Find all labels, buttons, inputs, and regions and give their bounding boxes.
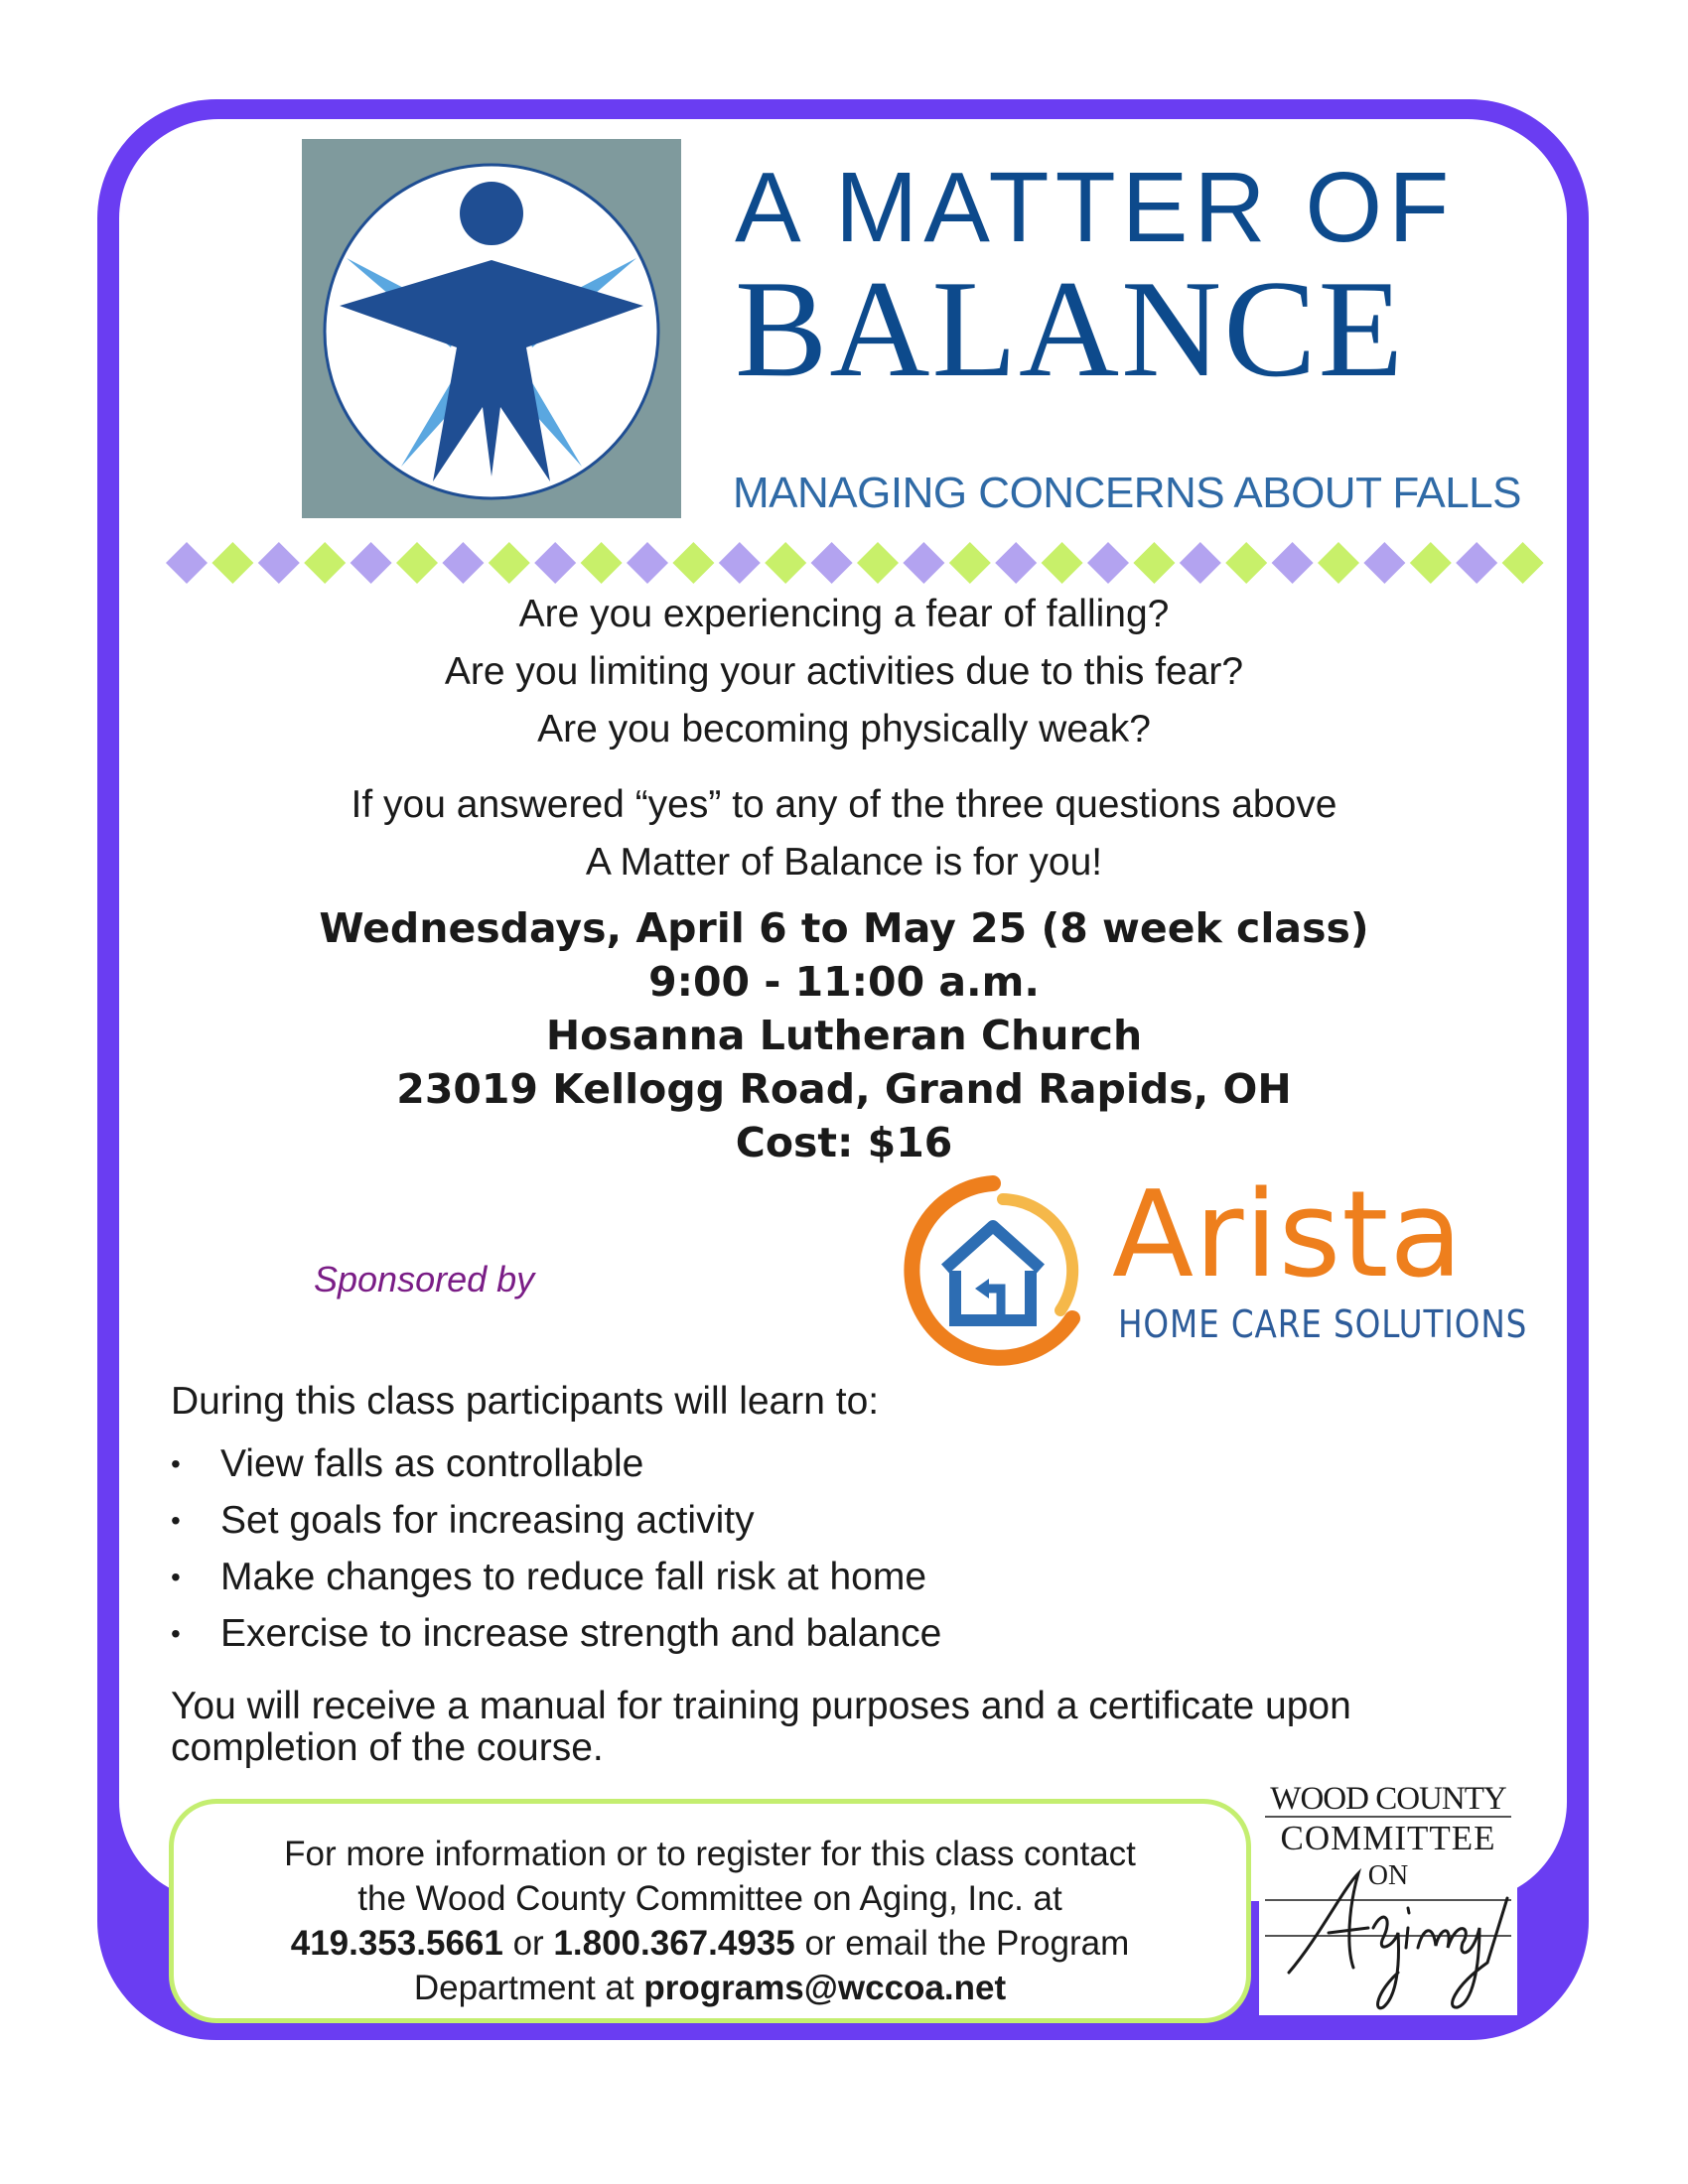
bullet: • <box>171 1448 181 1479</box>
list-item <box>171 1549 941 1605</box>
contact-line-4-head: Department at <box>413 1969 644 2007</box>
bullet: • <box>171 1618 181 1649</box>
answer-line-2: A Matter of Balance is for you! <box>585 841 1103 884</box>
diamond-ornament <box>949 542 991 584</box>
bullet: • <box>171 1562 181 1592</box>
answer-block <box>119 776 1569 891</box>
diamond-ornament <box>903 542 944 584</box>
diamond-ornament <box>211 542 253 584</box>
diamond-ornament <box>351 542 392 584</box>
diamond-ornament <box>857 542 899 584</box>
diamond-ornament <box>442 542 484 584</box>
questions-block <box>119 586 1569 758</box>
diamond-ornament <box>1133 542 1175 584</box>
wccoa-logo-line-3: ON <box>1367 1860 1409 1891</box>
learn-list <box>171 1435 941 1662</box>
aging-script-signature-icon <box>1259 1769 1517 2015</box>
class-time: 9:00 - 11:00 a.m. <box>648 958 1040 1006</box>
diamond-ornament <box>1180 542 1221 584</box>
title-line-1: A MATTER OF <box>735 152 1456 263</box>
question-1: Are you experiencing a fear of falling? <box>518 593 1170 635</box>
diamond-ornament <box>534 542 576 584</box>
list-item-text: Set goals for increasing activity <box>220 1499 755 1542</box>
diamond-ornament <box>1272 542 1314 584</box>
diamond-ornament <box>627 542 668 584</box>
class-schedule: Wednesdays, April 6 to May 25 (8 week class) <box>319 904 1369 952</box>
diamond-ornament <box>489 542 530 584</box>
contact-line-3-tail: or email the Program <box>794 1924 1130 1963</box>
learn-intro: During this class participants will learn to: <box>171 1380 880 1423</box>
sponsored-by-label: Sponsored by <box>314 1259 535 1299</box>
phone-number-local[interactable]: 419.353.5661 <box>290 1924 503 1963</box>
diamond-ornament <box>581 542 623 584</box>
diamond-ornament <box>1410 542 1452 584</box>
class-address: 23019 Kellogg Road, Grand Rapids, OH <box>396 1065 1292 1113</box>
diamond-ornament <box>1456 542 1497 584</box>
vitruvian-figure-icon <box>302 139 681 518</box>
list-item-text: Exercise to increase strength and balance <box>220 1612 942 1655</box>
diamond-ornament <box>765 542 806 584</box>
balance-figure-logo <box>302 139 681 518</box>
diamond-ornament <box>1502 542 1544 584</box>
arista-logo-tagline: HOME CARE SOLUTIONS <box>1118 1302 1528 1346</box>
wccoa-logo-line-1: WOOD COUNTY <box>1270 1781 1506 1817</box>
list-item <box>171 1435 941 1492</box>
contact-box <box>169 1799 1251 2023</box>
arista-house-icon <box>884 1171 1102 1370</box>
list-item-text: View falls as controllable <box>220 1442 644 1485</box>
wccoa-logo <box>1259 1769 1517 2015</box>
contact-line-3 <box>174 1921 1246 1966</box>
phone-number-tollfree[interactable]: 1.800.367.4935 <box>553 1924 795 1963</box>
contact-line-1: For more information or to register for this class contact <box>284 1835 1136 1873</box>
class-cost: Cost: $16 <box>735 1119 953 1166</box>
diamond-ornament <box>304 542 346 584</box>
title-line-2: BALANCE <box>735 252 1406 406</box>
list-item-text: Make changes to reduce fall risk at home <box>220 1556 927 1598</box>
diamond-ornament <box>1225 542 1267 584</box>
certificate-note: You will receive a manual for training purposes and a certificate upon completion of the course. <box>171 1685 1351 1769</box>
diamond-ornament <box>811 542 853 584</box>
diamond-ornament <box>1363 542 1405 584</box>
list-item <box>171 1605 941 1662</box>
question-3: Are you becoming physically weak? <box>537 708 1151 751</box>
wccoa-logo-line-2: COMMITTEE <box>1280 1819 1496 1857</box>
diamond-ornament <box>719 542 761 584</box>
class-venue: Hosanna Lutheran Church <box>545 1012 1143 1059</box>
diamond-ornament <box>258 542 300 584</box>
contact-line-2: the Wood County Committee on Aging, Inc. at <box>357 1879 1062 1918</box>
diamond-ornament <box>1087 542 1129 584</box>
answer-line-1: If you answered “yes” to any of the three questions above <box>351 783 1337 826</box>
list-item <box>171 1492 941 1549</box>
diamond-ornament <box>1318 542 1359 584</box>
diamond-divider <box>163 536 1553 590</box>
diamond-ornament <box>396 542 438 584</box>
contact-email-link[interactable]: programs@wccoa.net <box>643 1969 1007 2007</box>
diamond-ornament <box>672 542 714 584</box>
subtitle: MANAGING CONCERNS ABOUT FALLS <box>733 469 1521 517</box>
contact-line-4 <box>174 1966 1246 2010</box>
bullet: • <box>171 1505 181 1536</box>
class-details <box>119 901 1569 1169</box>
question-2: Are you limiting your activities due to this fear? <box>444 650 1244 693</box>
diamond-ornament <box>166 542 208 584</box>
diamond-ornament <box>995 542 1037 584</box>
arista-logo-name: Arista <box>1112 1166 1464 1304</box>
contact-or: or <box>502 1924 554 1963</box>
diamond-ornament <box>1042 542 1083 584</box>
